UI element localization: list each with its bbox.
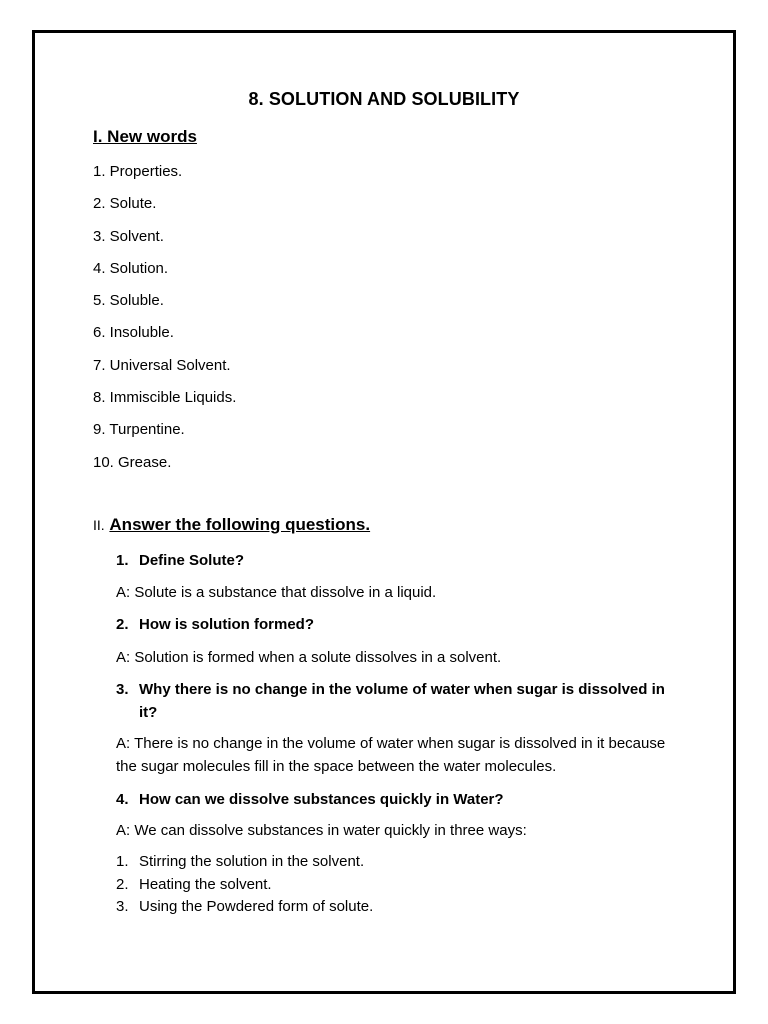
answer-3: A: There is no change in the volume of water when sugar is dissolved in it because the sugar molecules fill in the space between the water molecules. xyxy=(116,735,666,775)
list-item xyxy=(116,874,373,897)
list-item: 1. Properties. xyxy=(93,163,183,180)
question-4 xyxy=(116,788,686,811)
list-item-text: Heating the solvent. xyxy=(139,875,272,893)
question-text: Define Solute? xyxy=(139,552,245,569)
question-number: 1. xyxy=(116,552,129,569)
question-2 xyxy=(116,613,686,636)
question-text: Why there is no change in the volume of water when sugar is dissolved in it? xyxy=(139,681,665,721)
question-1 xyxy=(116,549,686,572)
list-item xyxy=(116,896,373,919)
question-text: How is solution formed? xyxy=(139,616,314,633)
new-words-list xyxy=(93,162,236,485)
list-item-number: 3. xyxy=(116,898,129,915)
list-item: 9. Turpentine. xyxy=(93,421,185,439)
list-item: 3. Solvent. xyxy=(93,227,164,245)
question-number: 4. xyxy=(116,791,129,808)
list-item: 8. Immiscible Liquids. xyxy=(93,389,237,407)
question-text: How can we dissolve substances quickly in Water? xyxy=(139,791,504,808)
list-item: 4. Solution. xyxy=(93,259,169,277)
answer-2: A: Solution is formed when a solute dissolves in a solvent. xyxy=(116,649,502,666)
document-title: 8. SOLUTION AND SOLUBILITY xyxy=(248,89,520,109)
question-block-2 xyxy=(116,613,686,636)
list-item: 2. Solute. xyxy=(93,195,157,213)
question-block-4 xyxy=(116,788,686,811)
list-item-number: 1. xyxy=(116,853,129,870)
question-block-3 xyxy=(116,678,686,724)
question-number: 3. xyxy=(116,681,129,698)
question-3 xyxy=(116,678,686,724)
answer-1: A: Solute is a substance that dissolve in a liquid. xyxy=(116,584,437,601)
section-heading-new-words: I. New words xyxy=(93,127,197,146)
section-heading-questions xyxy=(93,515,370,535)
list-item: 10. Grease. xyxy=(93,453,172,471)
list-item-text: Stirring the solution in the solvent. xyxy=(139,853,365,870)
ways-list xyxy=(116,851,373,919)
question-block-1 xyxy=(116,549,686,572)
list-item-text: Using the Powdered form of solute. xyxy=(139,898,374,915)
list-item: 5. Soluble. xyxy=(93,292,164,310)
list-item: 6. Insoluble. xyxy=(93,324,174,342)
section-roman-numeral: II. xyxy=(93,517,105,533)
section-heading-text: Answer the following questions. xyxy=(109,515,371,534)
list-item-number: 2. xyxy=(116,875,129,893)
list-item xyxy=(116,851,373,874)
question-number: 2. xyxy=(116,616,129,633)
list-item: 7. Universal Solvent. xyxy=(93,356,231,374)
answer-4: A: We can dissolve substances in water quickly in three ways: xyxy=(116,822,527,839)
